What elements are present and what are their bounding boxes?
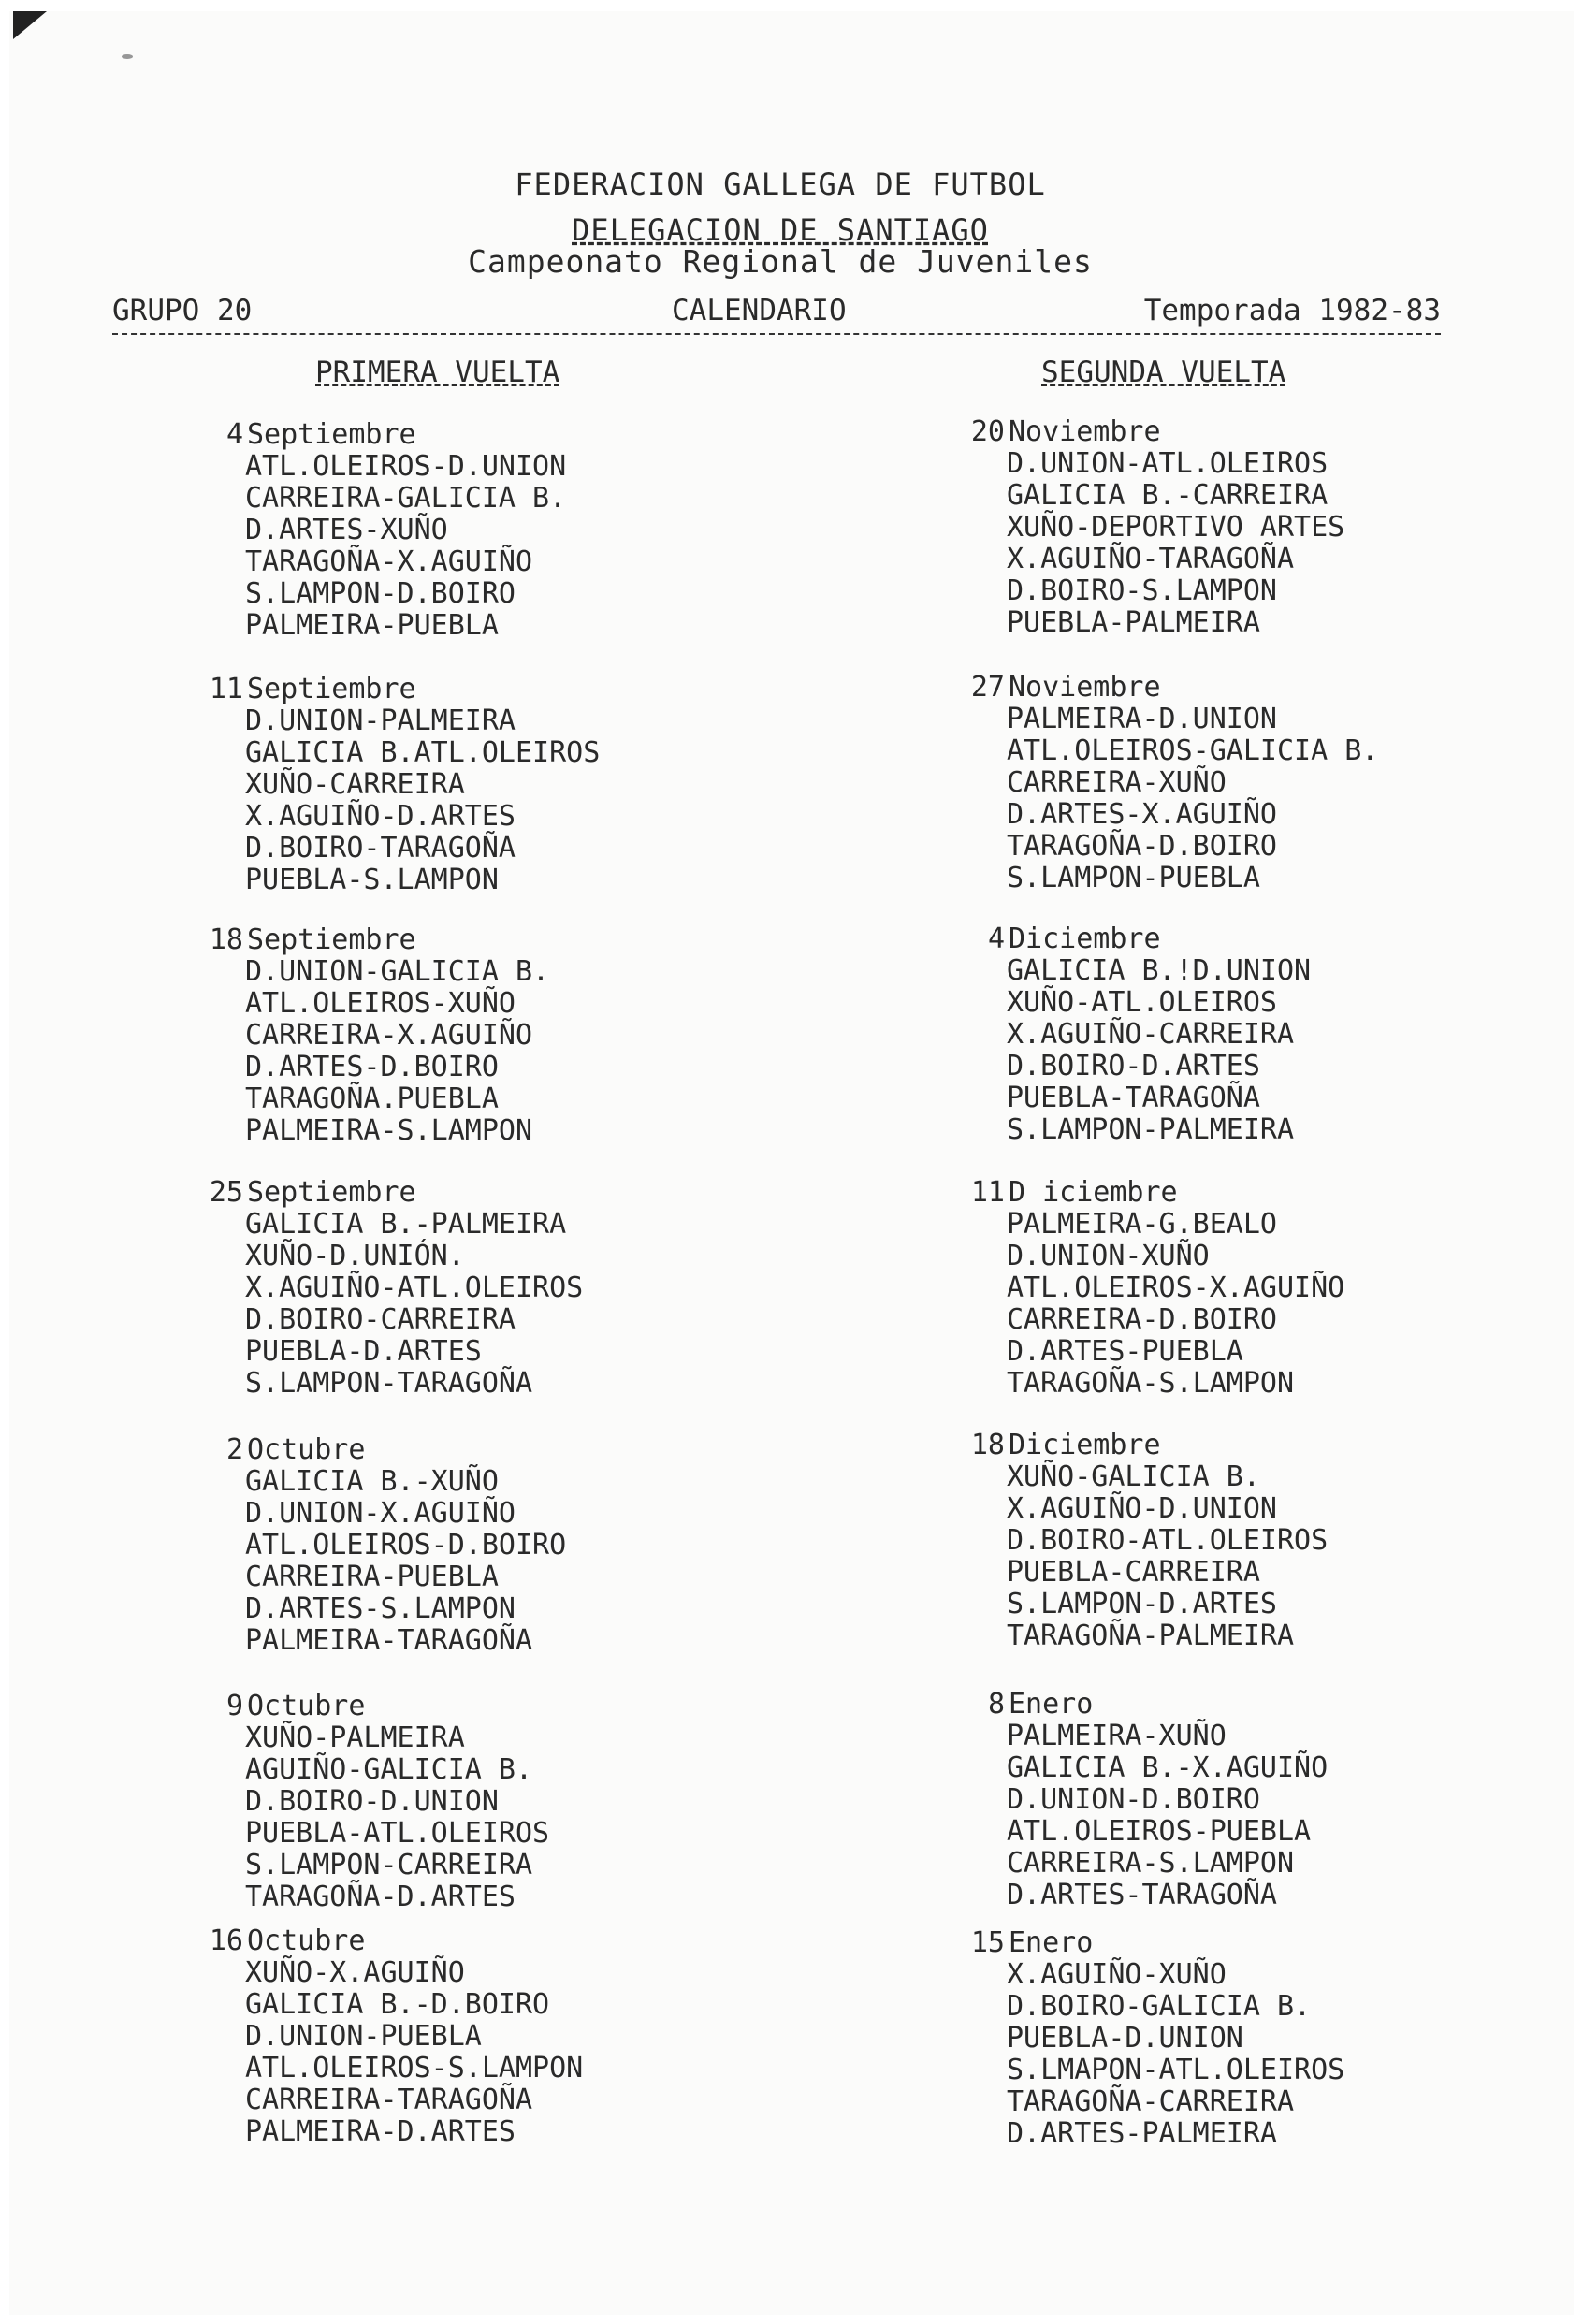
match-line: XUÑO-PALMEIRA	[245, 1721, 465, 1754]
round-date	[208, 1177, 583, 1209]
match-line: D.UNION-XUÑO	[1007, 1240, 1210, 1272]
championship-title: Campeonato Regional de Juveniles	[468, 243, 1093, 280]
fixture-round	[209, 923, 550, 1147]
match-line: S.LAMPON-TARAGOÑA	[245, 1367, 533, 1400]
match-line: D.UNION-PALMEIRA	[245, 704, 516, 737]
fixture-round	[987, 922, 1312, 1146]
match-line: CARREIRA-GALICIA B.	[245, 482, 567, 515]
match-line: D.ARTES-TARAGOÑA	[1007, 1879, 1277, 1911]
match-line: TARAGOÑA-PALMEIRA	[1007, 1620, 1295, 1652]
match-line: D.BOIRO-S.LAMPON	[1007, 574, 1277, 607]
round-month: D iciembre	[1009, 1176, 1178, 1209]
round-date	[208, 1434, 566, 1466]
match-line: GALICIA B.-XUÑO	[245, 1465, 499, 1498]
round-month: Septiembre	[247, 1176, 416, 1209]
round-month: Diciembre	[1009, 922, 1161, 955]
match-line: TARAGOÑA-D.BOIRO	[1007, 830, 1277, 863]
match-line: D.BOIRO-TARAGOÑA	[245, 832, 516, 864]
match-line: S.LMAPON-ATL.OLEIROS	[1007, 2054, 1345, 2086]
match-line: D.BOIRO-CARREIRA	[245, 1303, 516, 1336]
match-line: X.AGUIÑO-D.UNION	[1007, 1492, 1277, 1525]
match-line: D.UNION-D.BOIRO	[1007, 1783, 1260, 1816]
match-line: S.LAMPON-D.ARTES	[1007, 1588, 1277, 1620]
round-day: 25	[209, 1176, 243, 1209]
match-line: PALMEIRA-S.LAMPON	[245, 1114, 533, 1147]
segunda-vuelta-title: SEGUNDA VUELTA	[1041, 356, 1286, 389]
match-line: TARAGOÑA-CARREIRA	[1007, 2085, 1295, 2118]
match-line: S.LAMPON-D.BOIRO	[245, 577, 516, 610]
match-line: ATL.OLEIROS-X.AGUIÑO	[1007, 1271, 1345, 1304]
round-date	[208, 1925, 583, 1957]
calendar-label: CALENDARIO	[672, 294, 847, 327]
match-line: S.LAMPON-PUEBLA	[1007, 862, 1260, 894]
round-month: Septiembre	[247, 418, 416, 451]
match-line: GALICIA B.-X.AGUIÑO	[1007, 1751, 1329, 1784]
round-month: Septiembre	[247, 673, 416, 705]
round-date	[208, 674, 600, 705]
match-line: XUÑO-X.AGUIÑO	[245, 1956, 465, 1989]
fixture-round	[225, 418, 567, 642]
corner-mark	[13, 11, 47, 39]
match-line: ATL.OLEIROS-XUÑO	[245, 987, 516, 1020]
fixture-round	[970, 415, 1345, 639]
round-date	[969, 1689, 1328, 1721]
round-day: 18	[209, 923, 243, 956]
round-month: Septiembre	[247, 923, 416, 956]
match-line: PUEBLA-D.ARTES	[245, 1335, 482, 1368]
round-month: Octubre	[247, 1433, 366, 1466]
round-month: Enero	[1009, 1926, 1094, 1959]
federation-title: FEDERACION GALLEGA DE FUTBOL	[515, 167, 1046, 202]
round-day: 4	[225, 418, 243, 451]
fixture-round	[209, 1176, 584, 1400]
delegation-text: DELEGACION DE SANTIAGO	[572, 212, 989, 248]
match-line: D.UNION-X.AGUIÑO	[245, 1497, 516, 1530]
match-line: XUÑO-DEPORTIVO ARTES	[1007, 511, 1345, 544]
match-line: PALMEIRA-XUÑO	[1007, 1720, 1227, 1752]
fixture-round	[987, 1688, 1329, 1911]
match-line: PALMEIRA-TARAGOÑA	[245, 1624, 533, 1657]
match-line: PALMEIRA-D.UNION	[1007, 703, 1277, 735]
match-line: PALMEIRA-D.ARTES	[245, 2115, 516, 2148]
match-line: GALICIA B.!D.UNION	[1007, 954, 1312, 987]
match-line: CARREIRA-PUEBLA	[245, 1561, 499, 1593]
round-date	[969, 416, 1344, 448]
fixture-round	[970, 1926, 1345, 2150]
match-line: D.ARTES-D.BOIRO	[245, 1051, 499, 1083]
ink-smudge	[122, 54, 133, 59]
match-line: AGUIÑO-GALICIA B.	[245, 1753, 533, 1786]
match-line: X.AGUIÑO-TARAGOÑA	[1007, 543, 1295, 575]
match-line: PUEBLA-D.UNION	[1007, 2022, 1243, 2055]
match-line: D.BOIRO-D.UNION	[245, 1785, 499, 1818]
round-day: 20	[970, 415, 1005, 448]
round-month: Enero	[1009, 1688, 1094, 1721]
match-line: D.BOIRO-GALICIA B.	[1007, 1990, 1312, 2023]
round-day: 9	[225, 1690, 243, 1722]
match-line: D.BOIRO-D.ARTES	[1007, 1050, 1260, 1082]
match-line: D.ARTES-X.AGUIÑO	[1007, 798, 1277, 831]
round-date	[969, 672, 1378, 704]
match-line: CARREIRA-TARAGOÑA	[245, 2084, 533, 2116]
match-line: XUÑO-GALICIA B.	[1007, 1460, 1260, 1493]
fixture-round	[209, 1925, 584, 2148]
match-line: D.ARTES-XUÑO	[245, 514, 448, 546]
match-line: X.AGUIÑO-ATL.OLEIROS	[245, 1271, 584, 1304]
match-line: D.ARTES-PUEBLA	[1007, 1335, 1243, 1368]
round-month: Octubre	[247, 1925, 366, 1957]
match-line: GALICIA B.-CARREIRA	[1007, 479, 1329, 512]
round-day: 8	[987, 1688, 1005, 1721]
match-line: ATL.OLEIROS-GALICIA B.	[1007, 734, 1379, 767]
match-line: X.AGUIÑO-CARREIRA	[1007, 1018, 1295, 1051]
round-date	[969, 923, 1311, 955]
round-day: 11	[209, 673, 243, 705]
match-line: GALICIA B.ATL.OLEIROS	[245, 736, 601, 769]
match-line: S.LAMPON-PALMEIRA	[1007, 1113, 1295, 1146]
match-line: TARAGOÑA.PUEBLA	[245, 1082, 499, 1115]
match-line: GALICIA B.-PALMEIRA	[245, 1208, 567, 1241]
match-line: ATL.OLEIROS-S.LAMPON	[245, 2052, 584, 2084]
match-line: D.UNION-GALICIA B.	[245, 955, 550, 988]
season-label: Temporada 1982-83	[1143, 294, 1441, 327]
match-line: S.LAMPON-CARREIRA	[245, 1849, 533, 1881]
match-line: X.AGUIÑO-D.ARTES	[245, 800, 516, 833]
match-line: CARREIRA-X.AGUIÑO	[245, 1019, 533, 1052]
fixture-round	[209, 673, 601, 896]
round-date	[969, 1927, 1344, 1959]
match-line: XUÑO-D.UNIÓN.	[245, 1240, 465, 1272]
round-date	[969, 1430, 1328, 1461]
match-line: CARREIRA-D.BOIRO	[1007, 1303, 1277, 1336]
match-line: XUÑO-CARREIRA	[245, 768, 465, 801]
round-date	[208, 1691, 549, 1722]
match-line: PUEBLA-CARREIRA	[1007, 1556, 1260, 1589]
match-line: PUEBLA-TARAGOÑA	[1007, 1082, 1260, 1114]
match-line: CARREIRA-S.LAMPON	[1007, 1847, 1295, 1880]
match-line: ATL.OLEIROS-D.UNION	[245, 450, 567, 483]
round-month: Diciembre	[1009, 1429, 1161, 1461]
fixture-round	[970, 671, 1379, 894]
match-line: XUÑO-ATL.OLEIROS	[1007, 986, 1277, 1019]
match-line: D.BOIRO-ATL.OLEIROS	[1007, 1524, 1329, 1557]
fixture-round	[225, 1690, 550, 1913]
round-day: 2	[225, 1433, 243, 1466]
fixture-round	[970, 1176, 1345, 1400]
primera-vuelta-title: PRIMERA VUELTA	[315, 356, 560, 389]
round-date	[208, 924, 549, 956]
match-line: D.UNION-PUEBLA	[245, 2020, 482, 2053]
round-month: Noviembre	[1009, 671, 1161, 704]
match-line: TARAGOÑA-S.LAMPON	[1007, 1367, 1295, 1400]
round-day: 18	[970, 1429, 1005, 1461]
round-date	[969, 1177, 1344, 1209]
round-month: Octubre	[247, 1690, 366, 1722]
match-line: PALMEIRA-PUEBLA	[245, 609, 499, 642]
group-label: GRUPO 20	[112, 294, 253, 327]
round-day: 15	[970, 1926, 1005, 1959]
match-line: GALICIA B.-D.BOIRO	[245, 1988, 550, 2021]
match-line: D.ARTES-PALMEIRA	[1007, 2117, 1277, 2150]
match-line: D.UNION-ATL.OLEIROS	[1007, 447, 1329, 480]
match-line: PALMEIRA-G.BEALO	[1007, 1208, 1277, 1241]
round-day: 27	[970, 671, 1005, 704]
match-line: ATL.OLEIROS-PUEBLA	[1007, 1815, 1312, 1848]
match-line: D.ARTES-S.LAMPON	[245, 1592, 516, 1625]
match-line: ATL.OLEIROS-D.BOIRO	[245, 1529, 567, 1561]
fixture-round	[225, 1433, 567, 1657]
match-line: PUEBLA-S.LAMPON	[245, 864, 499, 896]
round-day: 11	[970, 1176, 1005, 1209]
round-day: 4	[987, 922, 1005, 955]
match-line: PUEBLA-ATL.OLEIROS	[245, 1817, 550, 1850]
match-line: CARREIRA-XUÑO	[1007, 766, 1227, 799]
match-line: X.AGUIÑO-XUÑO	[1007, 1958, 1227, 1991]
round-day: 16	[209, 1925, 243, 1957]
round-month: Noviembre	[1009, 415, 1161, 448]
match-line: PUEBLA-PALMEIRA	[1007, 606, 1260, 639]
fixture-round	[970, 1429, 1329, 1652]
round-date	[208, 419, 566, 451]
match-line: TARAGOÑA-D.ARTES	[245, 1881, 516, 1913]
group-line	[112, 294, 1441, 335]
match-line: TARAGOÑA-X.AGUIÑO	[245, 545, 533, 578]
